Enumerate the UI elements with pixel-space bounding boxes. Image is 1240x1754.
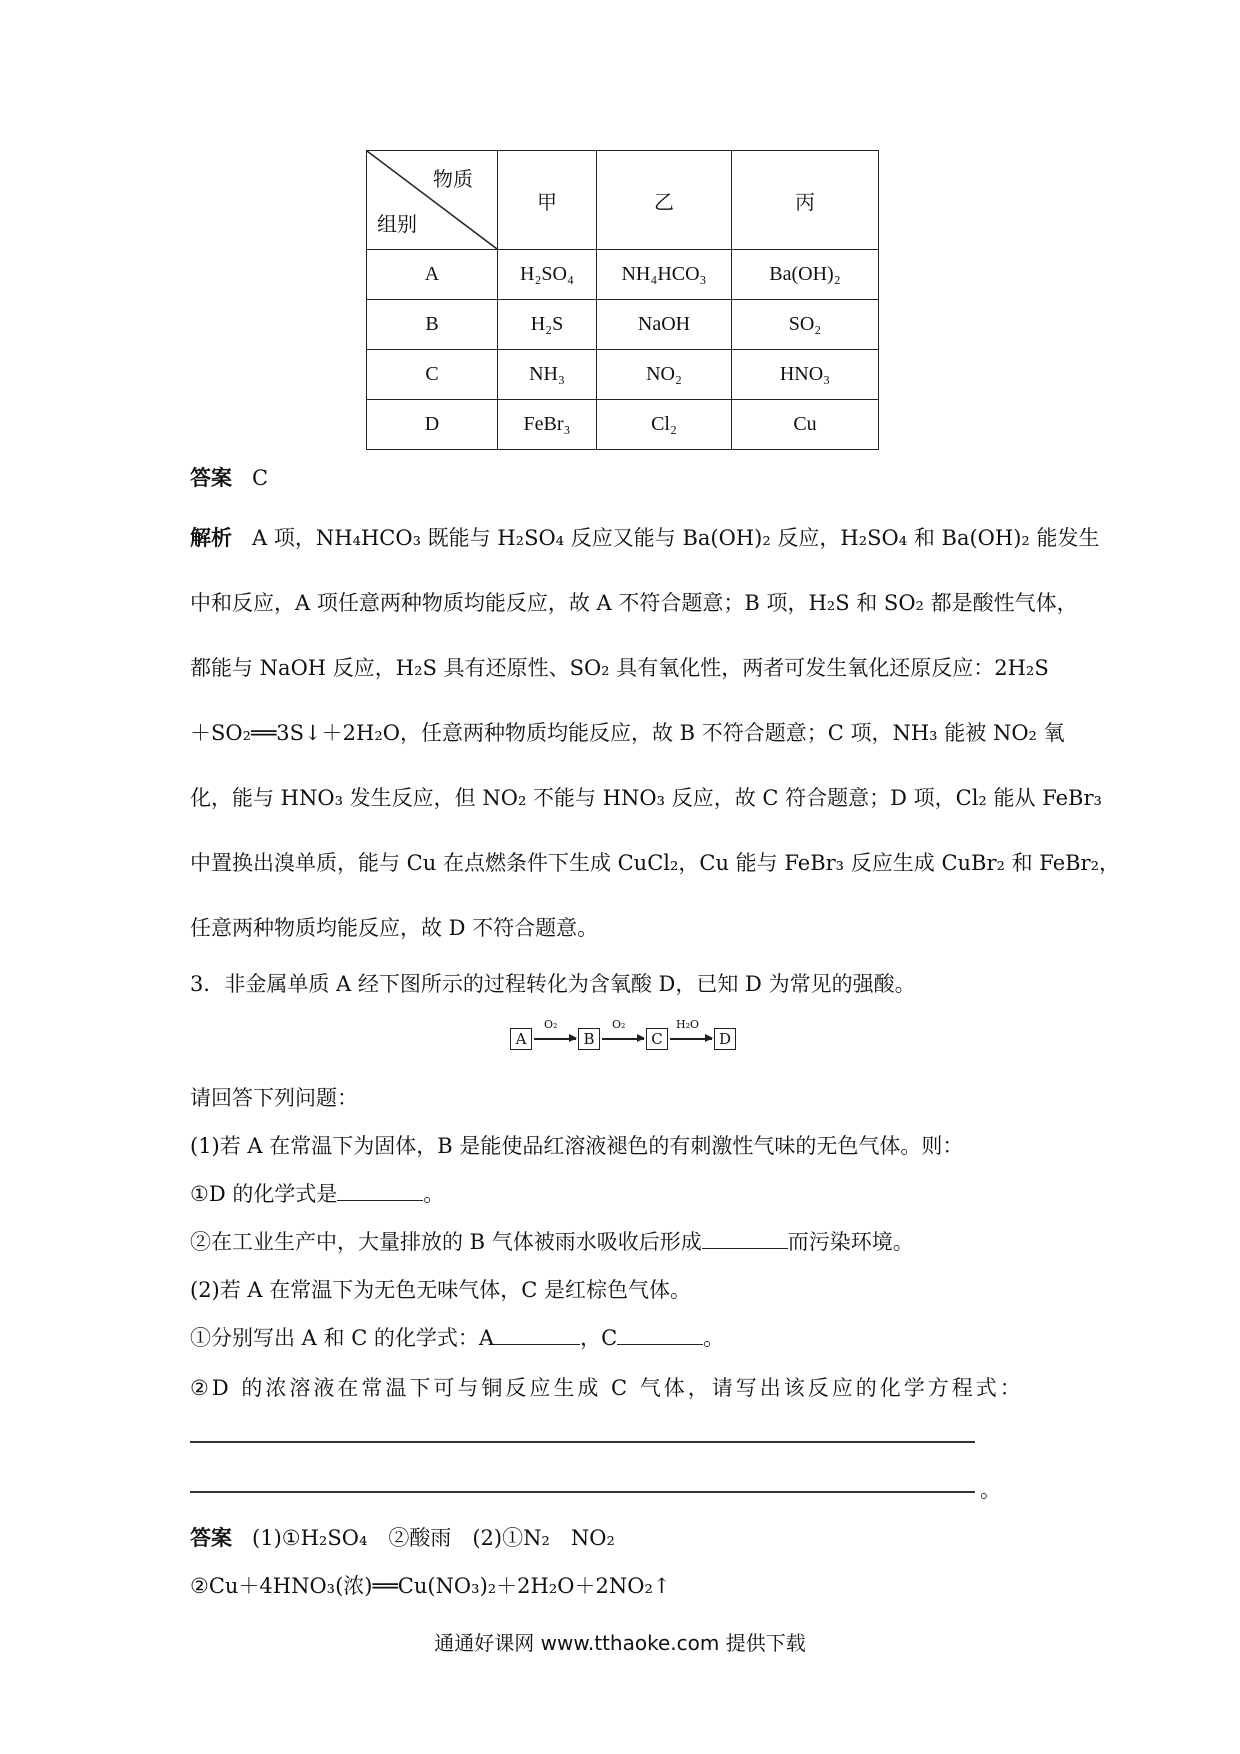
flow-arrow	[602, 1038, 644, 1040]
analysis-line: 中置换出溴单质，能与 Cu 在点燃条件下生成 CuCl₂，Cu 能与 FeBr₃ 反应生成 CuBr₂ 和 FeBr₂，	[190, 851, 1121, 875]
table-cell: Ba(OH)₂	[732, 250, 879, 300]
answer-1	[190, 462, 268, 492]
analysis-line: 解析 A 项，NH₄HCO₃ 既能与 H₂SO₄ 反应又能与 Ba(OH)₂ 反应，H₂SO₄ 和 Ba(OH)₂ 能发生	[190, 525, 1100, 550]
group-cell: A	[367, 250, 498, 300]
part-1-1: ①D 的化学式是 。	[190, 1182, 445, 1206]
question-prompt: 请回答下列问题：	[190, 1086, 358, 1110]
flow-reagent: O₂	[612, 1018, 626, 1031]
analysis-line: ＋SO₂══3S↓＋2H₂O，任意两种物质均能反应，故 B 不符合题意；C 项，NH₃ 能被 NO₂ 氧	[190, 721, 1065, 745]
table-cell: Cl₂	[597, 400, 732, 450]
group-cell: B	[367, 300, 498, 350]
answer-blank	[494, 1326, 580, 1345]
col-header: 丙	[732, 151, 879, 250]
table-cell: Cu	[732, 400, 879, 450]
flow-node: A	[510, 1028, 532, 1050]
header-group-label: 组别	[377, 214, 417, 236]
flow-reagent: H₂O	[676, 1018, 700, 1031]
answer-3: 答案 (1)①H₂SO₄ ②酸雨 (2)①N₂ NO₂	[190, 1525, 615, 1550]
col-header: 乙	[597, 151, 732, 250]
table-cell: HNO₃	[732, 350, 879, 400]
col-header: 甲	[498, 151, 597, 250]
flow-reagent: O₂	[544, 1018, 558, 1031]
analysis-label: 解析	[190, 525, 232, 550]
answer-value: C	[252, 466, 269, 490]
analysis-line: 化，能与 HNO₃ 发生反应，但 NO₂ 不能与 HNO₃ 反应，故 C 符合题意；D 项，Cl₂ 能从 FeBr₃	[190, 786, 1102, 810]
diagonal-header-cell	[367, 151, 498, 250]
table-cell: H₂SO₄	[498, 250, 597, 300]
table-row	[367, 400, 879, 450]
answer-blank	[702, 1230, 788, 1249]
flow-arrow	[534, 1038, 576, 1040]
part-2-1: ①分别写出 A 和 C 的化学式：A ，C 。	[190, 1326, 725, 1350]
answer-label: 答案	[190, 1525, 232, 1550]
analysis-line: 都能与 NaOH 反应，H₂S 具有还原性、SO₂ 具有氧化性，两者可发生氧化还原反应：2H₂S	[190, 656, 1049, 680]
group-cell: C	[367, 350, 498, 400]
line-end-period: 。	[980, 1478, 1001, 1502]
analysis-line: 中和反应，A 项任意两种物质均能反应，故 A 不符合题意；B 项，H₂S 和 SO₂ 都是酸性气体，	[190, 591, 1078, 615]
table-cell: NH₃	[498, 350, 597, 400]
table-row	[367, 350, 879, 400]
part-2: (2)若 A 在常温下为无色无味气体，C 是红棕色气体。	[190, 1278, 692, 1302]
table-cell: NaOH	[597, 300, 732, 350]
table-cell: SO₂	[732, 300, 879, 350]
answer-line	[190, 1491, 975, 1493]
table-cell: H₂S	[498, 300, 597, 350]
conversion-flow-diagram	[510, 1018, 740, 1054]
flow-arrow	[670, 1038, 712, 1040]
part-1: (1)若 A 在常温下为固体，B 是能使品红溶液褪色的有刺激性气味的无色气体。则：	[190, 1134, 964, 1158]
flow-node: C	[646, 1028, 668, 1050]
answer-3-equation: ②Cu＋4HNO₃(浓)══Cu(NO₃)₂＋2H₂O＋2NO₂↑	[190, 1574, 671, 1598]
reaction-table	[366, 150, 879, 450]
footer-text: 通通好课网 www.tthaoke.com 提供下载	[434, 1631, 806, 1655]
header-substance-label: 物质	[433, 169, 473, 191]
table-row	[367, 300, 879, 350]
table-row	[367, 250, 879, 300]
table-cell: NO₂	[597, 350, 732, 400]
question-3-stem: 3．非金属单质 A 经下图所示的过程转化为含氧酸 D，已知 D 为常见的强酸。	[190, 972, 916, 996]
answer-blank	[337, 1182, 423, 1201]
analysis-line: 任意两种物质均能反应，故 D 不符合题意。	[190, 916, 599, 940]
answer-blank	[617, 1326, 703, 1345]
table-cell: FeBr₃	[498, 400, 597, 450]
table-cell: NH₄HCO₃	[597, 250, 732, 300]
answer-line	[190, 1441, 975, 1443]
answer-label: 答案	[190, 465, 232, 490]
group-cell: D	[367, 400, 498, 450]
part-2-2: ②D 的浓溶液在常温下可与铜反应生成 C 气体，请写出该反应的化学方程式：	[190, 1376, 1024, 1400]
flow-node: B	[578, 1028, 600, 1050]
part-1-2: ②在工业生产中，大量排放的 B 气体被雨水吸收后形成 而污染环境。	[190, 1230, 914, 1254]
flow-node: D	[714, 1028, 736, 1050]
